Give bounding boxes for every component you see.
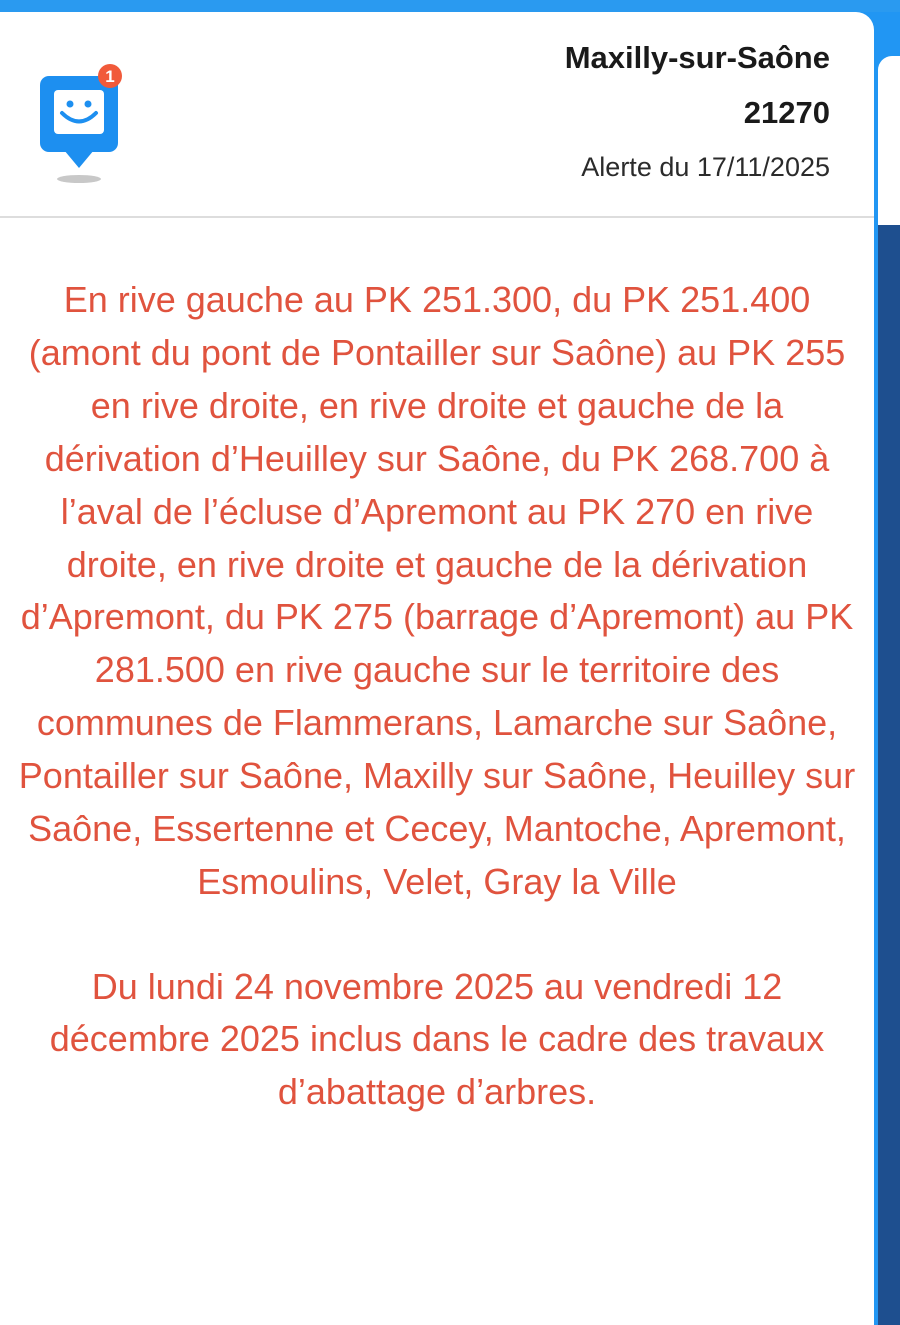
postal-code: 21270: [743, 95, 830, 130]
alert-period: Du lundi 24 novembre 2025 au vendredi 12 décembre 2025 inclus dans le cadre des travaux d’abattage d’arbres.: [49, 965, 825, 1112]
next-card-edge-dark: [878, 225, 900, 1325]
alert-description: En rive gauche au PK 251.300, du PK 251.400 (amont du pont de Pontailler sur Saône) au PK 255 en rive droite, en rive droite et gauche de la dérivation d’Heuilley sur Saône, du PK 268.700 à l’aval de l’écluse d’Apremont au PK 270 en rive droite, en rive droite et gauche de la dérivation d’Apremont, du PK 275 (barrage d’Apremont) au PK 281.500 en rive gauche sur le territoire des communes de Flammerans, Lamarche sur Saône, Pontailler sur Saône, Maxilly sur Saône, Heuilley sur Saône, Essertenne et Cecey, Mantoche, Apremont, Esmoulins, Velet, Gray la Ville: [18, 279, 856, 902]
commune-name: Maxilly-sur-Saône: [564, 40, 830, 75]
top-bar: [0, 0, 900, 12]
notification-badge-count: 1: [105, 67, 115, 86]
alert-date: Alerte du 17/11/2025: [581, 152, 830, 182]
alert-card[interactable]: [0, 12, 874, 1325]
alert-message: [14, 274, 860, 1118]
alert-header: [0, 12, 874, 218]
smiley-chat-icon: [38, 64, 130, 184]
